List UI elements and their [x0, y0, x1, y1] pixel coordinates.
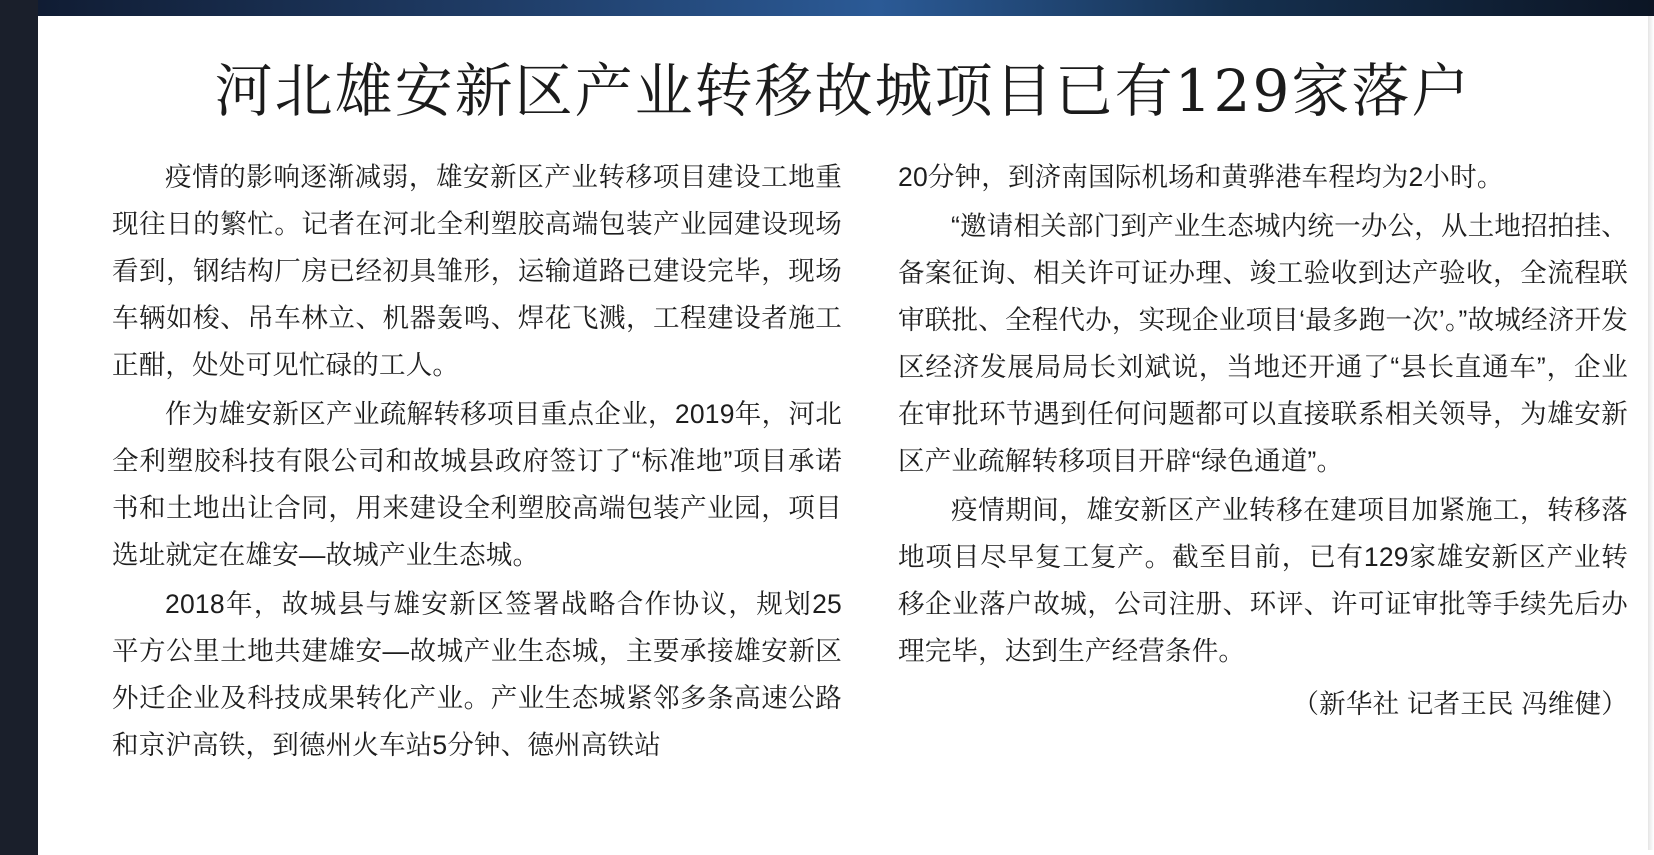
- paragraph: 疫情的影响逐渐减弱，雄安新区产业转移项目建设工地重现往日的繁忙。记者在河北全利塑胶高端包装产业园建设现场看到，钢结构厂房已经初具雏形，运输道路已建设完毕，现场车辆如梭、吊车林立、机器轰鸣、焊花飞溅，工程建设者施工正酣，处处可见忙碌的工人。: [112, 161, 842, 380]
- paragraph: 20分钟，到济南国际机场和黄骅港车程均为2小时。: [898, 161, 1504, 192]
- article-columns: [38, 124, 1648, 771]
- page-title: 河北雄安新区产业转移故城项目已有129家落户: [214, 57, 1472, 125]
- paragraph: 作为雄安新区产业疏解转移项目重点企业，2019年，河北全利塑胶科技有限公司和故城县政府签订了“标准地”项目承诺书和土地出让合同，用来建设全利塑胶高端包装产业园，项目选址就定在雄安—故城产业生态城。: [112, 398, 842, 570]
- paragraph: 2018年，故城县与雄安新区签署战略合作协议，规划25平方公里土地共建雄安—故城产业生态城，主要承接雄安新区外迁企业及科技成果转化产业。产业生态城紧邻多条高速公路和京沪高铁，到德州火车站5分钟、德州高铁站: [112, 588, 842, 760]
- paragraph: “邀请相关部门到产业生态城内统一办公，从土地招拍挂、备案征询、相关许可证办理、竣工验收到达产验收，全流程联审联批、全程代办，实现企业项目‘最多跑一次’。”故城经济开发区经济发展局局长刘斌说，当地还开通了“县长直通车”，企业在审批环节遇到任何问题都可以直接联系相关领导，为雄安新区产业疏解转移项目开辟“绿色通道”。: [898, 210, 1628, 476]
- column-right: [898, 154, 1628, 771]
- article-sheet: [38, 16, 1648, 855]
- right-edge-shadow: [1648, 16, 1654, 855]
- top-gradient-bar: [38, 0, 1654, 16]
- left-decorative-band: [0, 0, 38, 855]
- paragraph: 疫情期间，雄安新区产业转移在建项目加紧施工，转移落地项目尽早复工复产。截至目前，已有129家雄安新区产业转移企业落户故城，公司注册、环评、许可证审批等手续先后办理完毕，达到生产经营条件。: [898, 494, 1628, 666]
- article-signature: （新华社 记者王民 冯维健）: [1292, 688, 1628, 719]
- bottom-edge: [38, 850, 1654, 855]
- column-left: [112, 154, 842, 771]
